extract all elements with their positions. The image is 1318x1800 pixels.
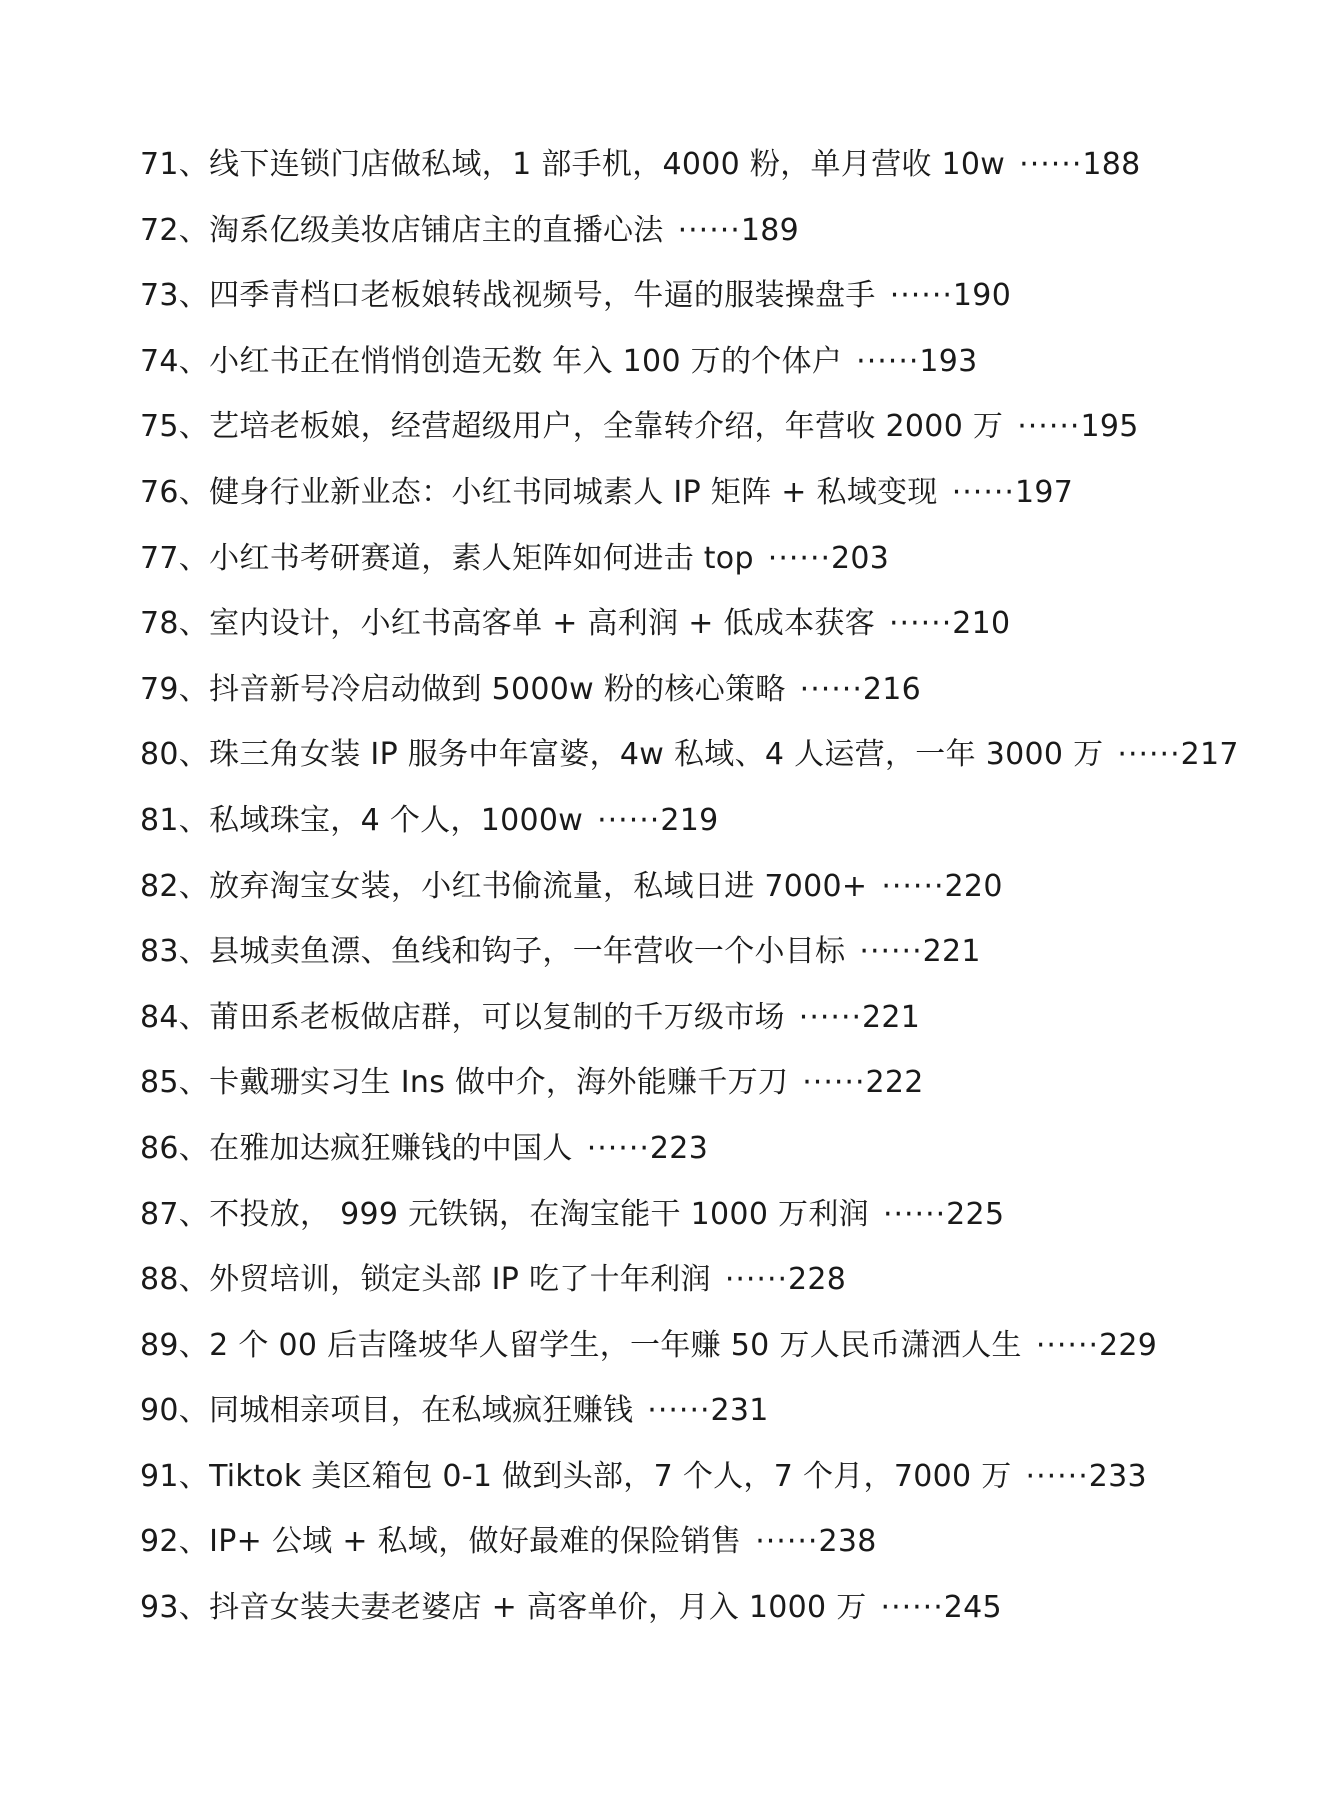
entry-number: 87 — [140, 1196, 179, 1232]
entry-separator: 、 — [178, 1393, 210, 1429]
entry-separator: 、 — [178, 606, 210, 642]
entry-separator: 、 — [178, 212, 210, 248]
entry-separator: 、 — [178, 671, 210, 707]
entry-separator: 、 — [178, 999, 210, 1035]
toc-entry — [140, 1247, 1300, 1313]
entry-number: 72 — [140, 212, 179, 248]
toc-entry — [140, 1444, 1300, 1510]
toc-entry — [140, 1378, 1300, 1444]
entry-title: 淘系亿级美妆店铺店主的直播心法 — [209, 212, 664, 248]
entry-number: 90 — [140, 1393, 179, 1429]
entry-number: 82 — [140, 868, 179, 904]
page-number: 228 — [788, 1262, 847, 1298]
dot-leader: ······ — [1019, 147, 1083, 182]
entry-title: 艺培老板娘，经营超级用户，全靠转介绍，年营收 2000 万 — [209, 409, 1004, 445]
page-number: 190 — [952, 278, 1012, 314]
entry-title: IP+ 公域 + 私域，做好最难的保险销售 — [209, 1524, 742, 1560]
dot-leader: ······ — [951, 474, 1015, 510]
entry-title: 不投放， 999 元铁锅，在淘宝能干 1000 万利润 — [209, 1196, 869, 1232]
page-number: 210 — [952, 606, 1011, 642]
toc-entry — [140, 591, 1300, 657]
toc-entry — [140, 919, 1300, 985]
dot-leader: ······ — [755, 1524, 819, 1560]
toc-entry — [140, 132, 1300, 198]
toc-entry — [140, 460, 1300, 526]
entry-number: 81 — [140, 802, 179, 838]
page-number: 222 — [865, 1065, 924, 1101]
dot-leader: ······ — [597, 802, 661, 838]
dot-leader: ······ — [798, 999, 863, 1035]
entry-number: 84 — [140, 999, 179, 1035]
entry-separator: 、 — [178, 1524, 210, 1560]
entry-title: 健身行业新业态：小红书同城素人 IP 矩阵 + 私域变现 — [209, 474, 938, 510]
entry-title: 放弃淘宝女装，小红书偷流量，私域日进 7000+ — [209, 868, 868, 904]
page-number: 217 — [1180, 737, 1239, 773]
entry-number: 91 — [140, 1458, 179, 1494]
entry-number: 76 — [140, 474, 179, 510]
entry-title: 在雅加达疯狂赚钱的中国人 — [209, 1130, 573, 1166]
page-number: 245 — [943, 1590, 1002, 1626]
toc-entry — [140, 1575, 1300, 1641]
entry-separator: 、 — [178, 1590, 210, 1626]
page-number: 229 — [1099, 1327, 1158, 1363]
page-number: 216 — [862, 671, 922, 707]
toc-entry — [140, 1313, 1300, 1379]
entry-title: 外贸培训，锁定头部 IP 吃了十年利润 — [209, 1262, 711, 1298]
toc-entry — [140, 526, 1300, 592]
dot-leader: ······ — [647, 1393, 711, 1429]
dot-leader: ······ — [802, 1065, 866, 1101]
entry-title: 小红书考研赛道，素人矩阵如何进击 top — [209, 540, 754, 576]
entry-number: 77 — [140, 540, 179, 576]
dot-leader: ······ — [586, 1130, 650, 1166]
entry-separator: 、 — [178, 868, 210, 904]
entry-separator: 、 — [178, 934, 210, 970]
dot-leader: ······ — [889, 606, 953, 642]
entry-number: 92 — [140, 1524, 179, 1560]
page-number: 231 — [710, 1393, 769, 1429]
page-number: 193 — [919, 343, 978, 379]
entry-separator: 、 — [178, 474, 210, 510]
entry-title: 抖音女装夫妻老婆店 + 高客单价，月入 1000 万 — [209, 1590, 867, 1626]
entry-separator: 、 — [178, 540, 210, 576]
entry-separator: 、 — [178, 802, 210, 838]
entry-number: 80 — [140, 737, 179, 773]
toc-entry — [140, 722, 1300, 788]
entry-separator: 、 — [178, 737, 210, 773]
toc-entry — [140, 329, 1300, 395]
page-number: 203 — [831, 540, 890, 576]
toc-entry — [140, 1116, 1300, 1182]
entry-number: 78 — [140, 606, 179, 642]
entry-separator: 、 — [178, 1065, 210, 1101]
entry-separator: 、 — [178, 278, 210, 314]
page-number: 238 — [818, 1524, 877, 1560]
entry-separator: 、 — [178, 147, 210, 182]
entry-number: 85 — [140, 1065, 179, 1101]
entry-title: 线下连锁门店做私域，1 部手机，4000 粉，单月营收 10w — [209, 147, 1006, 182]
entry-number: 71 — [140, 147, 179, 182]
dot-leader: ······ — [677, 212, 741, 248]
page-number: 233 — [1088, 1458, 1147, 1494]
entry-title: 室内设计，小红书高客单 + 高利润 + 低成本获客 — [209, 606, 876, 642]
page-number: 220 — [944, 868, 1003, 904]
toc-entry — [140, 985, 1300, 1051]
dot-leader: ······ — [767, 540, 832, 576]
page-number: 188 — [1082, 147, 1141, 182]
toc-entry — [140, 394, 1300, 460]
dot-leader: ······ — [724, 1262, 789, 1298]
page-number: 221 — [922, 934, 981, 970]
entry-title: 卡戴珊实习生 Ins 做中介，海外能赚千万刀 — [209, 1065, 789, 1101]
dot-leader: ······ — [881, 868, 945, 904]
table-of-contents — [140, 132, 1300, 1641]
entry-number: 74 — [140, 343, 179, 379]
dot-leader: ······ — [1025, 1458, 1089, 1494]
page-number: 221 — [862, 999, 921, 1035]
entry-title: 抖音新号冷启动做到 5000w 粉的核心策略 — [209, 671, 786, 707]
dot-leader: ······ — [889, 278, 953, 314]
entry-number: 79 — [140, 671, 179, 707]
entry-title: 同城相亲项目，在私域疯狂赚钱 — [209, 1393, 634, 1429]
toc-entry — [140, 788, 1300, 854]
toc-entry — [140, 198, 1300, 264]
entry-separator: 、 — [178, 1458, 210, 1494]
dot-leader: ······ — [859, 934, 923, 970]
entry-number: 89 — [140, 1327, 179, 1363]
page-number: 225 — [946, 1196, 1005, 1232]
toc-entry — [140, 263, 1300, 329]
page-number: 223 — [649, 1130, 709, 1166]
entry-title: 私域珠宝，4 个人，1000w — [209, 802, 584, 838]
entry-separator: 、 — [178, 1327, 210, 1363]
toc-entry — [140, 657, 1300, 723]
entry-title: 小红书正在悄悄创造无数 年入 100 万的个体户 — [209, 343, 843, 379]
entry-title: 珠三角女装 IP 服务中年富婆，4w 私域、4 人运营，一年 3000 万 — [209, 737, 1104, 773]
entry-title: 县城卖鱼漂、鱼线和钩子，一年营收一个小目标 — [209, 934, 846, 970]
entry-number: 75 — [140, 409, 179, 445]
entry-separator: 、 — [178, 1262, 210, 1298]
entry-number: 83 — [140, 934, 179, 970]
dot-leader: ······ — [1117, 737, 1181, 773]
dot-leader: ······ — [880, 1590, 944, 1626]
entry-number: 88 — [140, 1262, 179, 1298]
entry-separator: 、 — [178, 409, 210, 445]
toc-entry — [140, 1050, 1300, 1116]
page-number: 195 — [1080, 409, 1139, 445]
toc-entry — [140, 1182, 1300, 1248]
dot-leader: ······ — [799, 671, 863, 707]
toc-entry — [140, 1509, 1300, 1575]
entry-title: 莆田系老板做店群，可以复制的千万级市场 — [209, 999, 785, 1035]
dot-leader: ······ — [1017, 409, 1081, 445]
entry-number: 93 — [140, 1590, 179, 1626]
entry-separator: 、 — [178, 343, 210, 379]
entry-title: Tiktok 美区箱包 0-1 做到头部，7 个人，7 个月，7000 万 — [209, 1458, 1012, 1494]
entry-title: 四季青档口老板娘转战视频号，牛逼的服装操盘手 — [209, 278, 876, 314]
entry-title: 2 个 00 后吉隆坡华人留学生，一年赚 50 万人民币潇洒人生 — [209, 1327, 1022, 1363]
page-number: 189 — [740, 212, 799, 248]
dot-leader: ······ — [882, 1196, 947, 1232]
page-number: 219 — [660, 802, 719, 838]
entry-number: 86 — [140, 1130, 179, 1166]
entry-number: 73 — [140, 278, 179, 314]
dot-leader: ······ — [1035, 1327, 1100, 1363]
entry-separator: 、 — [178, 1196, 210, 1232]
toc-entry — [140, 854, 1300, 920]
page-number: 197 — [1014, 474, 1074, 510]
entry-separator: 、 — [178, 1130, 210, 1166]
dot-leader: ······ — [856, 343, 920, 379]
